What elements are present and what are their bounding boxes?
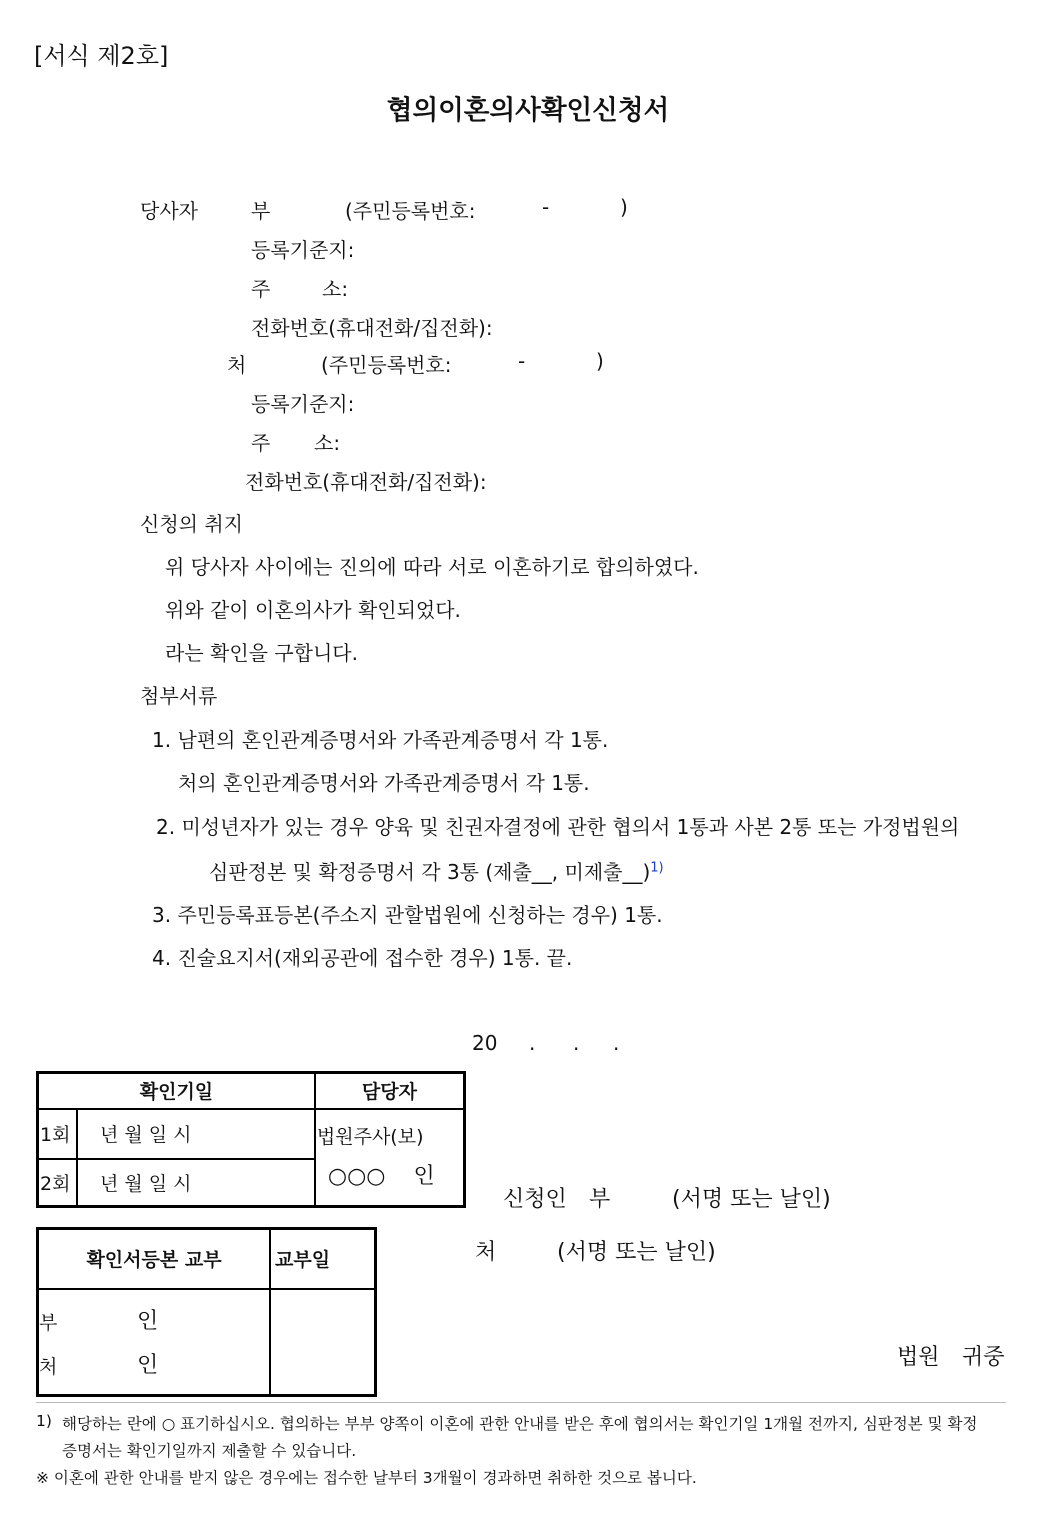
footnote-1-text: 해당하는 란에 ○ 표기하십시오. 협의하는 부부 양쪽이 이혼에 관한 안내를 받은 후에 협의서는 확인기일 1개월 전까지, 심판정본 및 확정: [62, 1415, 978, 1433]
applicant-husband-sign: (서명 또는 날인): [672, 1187, 831, 1212]
wife-rrn-dash: -: [518, 349, 526, 373]
date-year-prefix: 20: [472, 1031, 498, 1055]
session-1-label: 1회: [38, 1109, 78, 1159]
officer-name-line: [328, 1159, 463, 1190]
copy-wife-label: 처: [39, 1355, 58, 1378]
date-dot: .: [529, 1031, 536, 1055]
husband-address-label-b: 소:: [322, 277, 349, 301]
attachment-item-1b: 처의 혼인관계증명서와 가족관계증명서 각 1통.: [178, 771, 590, 795]
applicant-wife-label: 처: [475, 1240, 497, 1265]
copy-delivery-header: 확인서등본 교부: [38, 1229, 271, 1289]
husband-rrn-dash: -: [542, 195, 550, 219]
copy-delivery-table: [36, 1227, 377, 1397]
husband-rrn-label: (주민등록번호:: [345, 199, 476, 223]
applicant-label: 신청인: [503, 1187, 567, 1212]
applicant-husband-label: 부: [589, 1187, 611, 1212]
attachment-item-2b-text: 심판정본 및 확정증명서 각 3통 (제출__, 미제출__): [209, 860, 651, 884]
husband-rrn-close: ): [620, 195, 628, 219]
officer-title: 법원주사(보): [316, 1125, 424, 1148]
court-suffix: 귀중: [962, 1345, 1005, 1370]
purpose-line: 위와 같이 이혼의사가 확인되었다.: [165, 598, 461, 622]
attachment-item-2b: [209, 856, 664, 885]
document-title: 협의이혼의사확인신청서: [386, 95, 670, 126]
footnote-ref: 1): [650, 860, 664, 876]
delivery-date-header: 교부일: [270, 1229, 376, 1289]
copy-husband-seal: 인: [137, 1308, 159, 1334]
officer-name: ○○○: [327, 1163, 386, 1189]
applicant-wife-sign: (서명 또는 날인): [557, 1240, 716, 1265]
footnote-1-number: 1): [36, 1412, 52, 1430]
attachment-item-3: 3. 주민등록표등본(주소지 관할법원에 신청하는 경우) 1통.: [152, 903, 663, 927]
wife-rrn-close: ): [596, 349, 604, 373]
confirmation-table: [36, 1071, 466, 1208]
session-2-date: 년 월 일 시: [77, 1159, 315, 1207]
session-2-label: 2회: [38, 1159, 78, 1207]
husband-registry-label: 등록기준지:: [251, 238, 355, 262]
wife-address-label-b: 소:: [314, 431, 341, 455]
copy-husband-label: 부: [39, 1311, 58, 1334]
date-dot: .: [573, 1031, 580, 1055]
wife-phone-label: 전화번호(휴대전화/집전화):: [245, 470, 487, 494]
husband-address-label-a: 주: [251, 277, 271, 301]
confirmation-date-header: 확인기일: [38, 1073, 315, 1109]
officer-seal: 인: [413, 1163, 435, 1189]
officer-cell: [315, 1109, 465, 1207]
session-1-date: 년 월 일 시: [77, 1109, 315, 1159]
footnote-note: ※ 이혼에 관한 안내를 받지 않은 경우에는 접수한 날부터 3개월이 경과하면 취하한 것으로 봅니다.: [36, 1469, 697, 1487]
wife-rrn-label: (주민등록번호:: [321, 353, 452, 377]
court-name: 법원: [897, 1345, 940, 1370]
purpose-line: 라는 확인을 구합니다.: [165, 641, 358, 665]
form-number: [서식 제2호]: [34, 42, 169, 70]
footnote-divider: [36, 1402, 1006, 1403]
attachment-item-4: 4. 진술요지서(재외공관에 접수한 경우) 1통. 끝.: [152, 946, 573, 970]
attachment-item-1: 1. 남편의 혼인관계증명서와 가족관계증명서 각 1통.: [152, 728, 609, 752]
wife-registry-label: 등록기준지:: [251, 392, 355, 416]
footnote-1-text-cont: 증명서는 확인기일까지 제출할 수 있습니다.: [62, 1442, 357, 1460]
attachments-heading: 첨부서류: [140, 684, 218, 708]
purpose-heading: 신청의 취지: [140, 512, 243, 536]
copy-wife-seal: 인: [137, 1352, 159, 1378]
attachment-item-2: 2. 미성년자가 있는 경우 양육 및 친권자결정에 관한 협의서 1통과 사본 2통 또는 가정법원의: [156, 815, 960, 839]
parties-label: 당사자: [140, 199, 198, 223]
wife-address-label-a: 주: [251, 431, 271, 455]
wife-label: 처: [227, 353, 247, 377]
husband-phone-label: 전화번호(휴대전화/집전화):: [251, 316, 493, 340]
delivery-date-cell: [270, 1289, 376, 1396]
date-dot: .: [613, 1031, 620, 1055]
officer-header: 담당자: [315, 1073, 465, 1109]
husband-label: 부: [251, 199, 271, 223]
purpose-line: 위 당사자 사이에는 진의에 따라 서로 이혼하기로 합의하였다.: [165, 555, 699, 579]
copy-recipients-cell: [38, 1289, 271, 1396]
